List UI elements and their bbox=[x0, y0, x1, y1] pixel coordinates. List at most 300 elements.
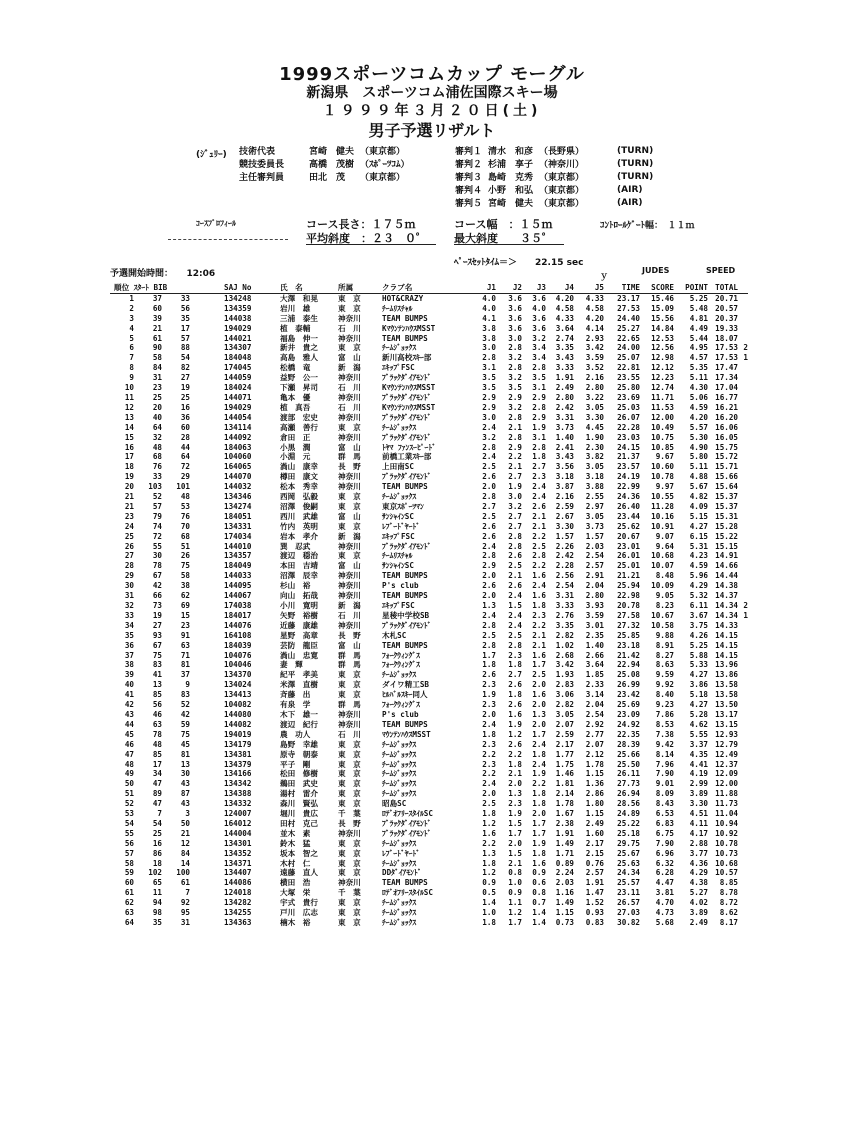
prefecture: 神奈川 bbox=[338, 878, 361, 888]
club: ﾄﾔﾏ ﾌｧﾝｽｰﾋﾟｰﾄﾞ bbox=[382, 442, 436, 452]
rank: 28 bbox=[124, 561, 134, 571]
time: 26.94 bbox=[617, 789, 640, 799]
table-row bbox=[110, 789, 748, 799]
rank: 60 bbox=[124, 878, 134, 888]
athlete-name: 木村 仁 bbox=[280, 858, 311, 868]
judges-score: 10.55 bbox=[651, 492, 674, 502]
prefecture: 東 京 bbox=[338, 690, 361, 700]
rank-start-bib bbox=[110, 413, 220, 423]
tie-mark bbox=[738, 512, 748, 522]
judges-score: 10.09 bbox=[651, 581, 674, 591]
rank: 38 bbox=[124, 660, 134, 670]
saj-no: 144033 bbox=[224, 571, 252, 581]
total: 19.33 bbox=[715, 323, 738, 333]
table-row bbox=[110, 492, 748, 502]
judge-name: 清水 和彦 bbox=[488, 147, 534, 157]
club: ｻﾝｼｬｲﾝSC bbox=[382, 511, 414, 521]
rank: 7 bbox=[129, 353, 134, 363]
saj-no: 134307 bbox=[224, 343, 252, 353]
speed-point: 5.33 bbox=[689, 660, 708, 670]
rank: 55 bbox=[124, 828, 134, 838]
time: 21.37 bbox=[617, 452, 640, 462]
speed-point: 6.15 bbox=[689, 531, 708, 541]
total: 10.68 bbox=[715, 858, 738, 868]
j2: 2.8 bbox=[508, 412, 522, 422]
j4: 3.64 bbox=[555, 323, 574, 333]
j1: 4.1 bbox=[482, 313, 496, 323]
rank-start-bib bbox=[110, 304, 220, 314]
speed-point: 3.67 bbox=[689, 610, 708, 620]
saj-no: 134370 bbox=[224, 670, 252, 680]
rank-start-bib bbox=[110, 740, 220, 750]
speed-point: 4.81 bbox=[689, 313, 708, 323]
judges-score: 10.58 bbox=[651, 620, 674, 630]
time: 28.39 bbox=[617, 739, 640, 749]
j2: 2.1 bbox=[508, 462, 522, 472]
j2: 2.9 bbox=[508, 442, 522, 452]
club: TEAM BUMPS bbox=[382, 571, 428, 581]
j3: 2.0 bbox=[532, 700, 546, 710]
j5: 2.54 bbox=[585, 551, 604, 561]
tie-mark bbox=[738, 482, 748, 492]
j5: 3.88 bbox=[585, 482, 604, 492]
rank: 62 bbox=[124, 898, 134, 908]
athlete-name: 遠藤 直人 bbox=[280, 868, 318, 878]
prefecture: 東 京 bbox=[338, 759, 361, 769]
rank: 1 bbox=[129, 293, 134, 303]
j1: 1.3 bbox=[482, 601, 496, 610]
j4: 1.49 bbox=[555, 898, 574, 908]
time: 23.55 bbox=[617, 373, 640, 383]
total: 20.37 bbox=[715, 313, 738, 323]
tie-mark bbox=[738, 750, 748, 760]
total: 14.38 bbox=[715, 581, 738, 591]
j5: 1.78 bbox=[585, 759, 604, 769]
saj-no: 184063 bbox=[224, 442, 252, 452]
official-role: 主任審判員 bbox=[239, 173, 285, 183]
table-row bbox=[110, 482, 748, 492]
saj-no: 144070 bbox=[224, 472, 252, 482]
j2: 1.8 bbox=[508, 660, 522, 670]
start: 39 bbox=[152, 313, 162, 323]
j3: 2.8 bbox=[532, 402, 546, 412]
j4: 1.81 bbox=[555, 779, 574, 789]
time: 25.07 bbox=[617, 353, 640, 363]
athlete-name: 有泉 学 bbox=[280, 700, 311, 710]
prefecture: 群 馬 bbox=[338, 700, 361, 710]
prefecture: 東 京 bbox=[338, 918, 361, 927]
prefecture: 富 山 bbox=[338, 353, 361, 363]
rank-start-bib bbox=[110, 522, 220, 532]
judges-score-header-1: JUDES bbox=[642, 266, 670, 275]
total: 15.66 bbox=[715, 472, 738, 482]
judges-score: 14.84 bbox=[651, 323, 674, 333]
speed-point: 5.48 bbox=[689, 303, 708, 313]
total: 15.15 bbox=[715, 541, 738, 551]
col-saj: SAJ No bbox=[224, 283, 252, 292]
j3: 3.6 bbox=[532, 293, 546, 303]
time: 25.03 bbox=[617, 402, 640, 412]
saj-no: 144080 bbox=[224, 709, 252, 719]
j1: 3.5 bbox=[482, 383, 496, 393]
j4: 2.59 bbox=[555, 729, 574, 739]
tie-mark bbox=[738, 651, 748, 661]
speed-point: 4.35 bbox=[689, 749, 708, 759]
prefecture: 東 京 bbox=[338, 769, 361, 779]
prefecture: 神奈川 bbox=[338, 571, 361, 581]
bib: 101 bbox=[176, 482, 190, 492]
j3: 2.0 bbox=[532, 809, 546, 819]
col-pref: 所属 bbox=[338, 283, 354, 292]
bib: 36 bbox=[180, 412, 190, 422]
bib: 87 bbox=[180, 789, 190, 799]
j3: 1.4 bbox=[532, 918, 546, 927]
total: 15.64 bbox=[715, 482, 738, 492]
time: 24.40 bbox=[617, 313, 640, 323]
tie-mark bbox=[738, 502, 748, 512]
j1: 2.6 bbox=[482, 670, 496, 680]
bib: 81 bbox=[180, 660, 190, 670]
saj-no: 144021 bbox=[224, 333, 252, 343]
j3: 1.8 bbox=[532, 749, 546, 759]
j2: 1.9 bbox=[508, 482, 522, 492]
prefecture: 富 山 bbox=[338, 561, 361, 571]
rank-start-bib bbox=[110, 452, 220, 462]
judges-score: 9.05 bbox=[655, 591, 674, 601]
tie-mark bbox=[738, 849, 748, 859]
start: 102 bbox=[148, 868, 162, 878]
j4: 2.82 bbox=[555, 630, 574, 640]
judge-org: （東京都） bbox=[539, 173, 585, 183]
rank-start-bib bbox=[110, 314, 220, 324]
judge-row bbox=[452, 144, 656, 157]
course-length: コース長さ：１７５ｍ bbox=[306, 218, 416, 231]
j3: 2.2 bbox=[532, 561, 546, 571]
j1: 2.0 bbox=[482, 709, 496, 719]
j4: 2.14 bbox=[555, 789, 574, 799]
rank: 26 bbox=[124, 541, 134, 551]
rank-start-bib bbox=[110, 779, 220, 789]
tie-mark bbox=[738, 462, 748, 472]
saj-no: 134407 bbox=[224, 868, 252, 878]
start: 21 bbox=[152, 323, 162, 333]
judge-row bbox=[452, 170, 656, 183]
j4: 1.78 bbox=[555, 799, 574, 809]
speed-point: 4.02 bbox=[689, 898, 708, 908]
saj-no: 144071 bbox=[224, 392, 252, 402]
start: 66 bbox=[152, 591, 162, 601]
table-row bbox=[110, 393, 748, 403]
rank: 20 bbox=[124, 482, 134, 492]
document-title: 1999スポーツコムカップ モーグル bbox=[279, 64, 585, 85]
athlete-name: 島野 幸雄 bbox=[280, 739, 318, 749]
time: 22.28 bbox=[617, 422, 640, 432]
bib: 84 bbox=[180, 848, 190, 858]
table-row bbox=[110, 314, 748, 324]
j2: 3.0 bbox=[508, 333, 522, 343]
time: 25.66 bbox=[617, 749, 640, 759]
prefecture: 東 京 bbox=[338, 779, 361, 789]
j3: 1.8 bbox=[532, 848, 546, 858]
j1: 0.5 bbox=[482, 888, 496, 898]
j2: 2.7 bbox=[508, 472, 522, 482]
table-row bbox=[110, 720, 748, 730]
start: 98 bbox=[152, 908, 162, 918]
j5: 1.15 bbox=[585, 809, 604, 819]
j3: 1.3 bbox=[532, 709, 546, 719]
judges-score: 8.91 bbox=[655, 640, 674, 650]
j4: 2.54 bbox=[555, 581, 574, 591]
j3: 3.1 bbox=[532, 383, 546, 393]
j1: 2.8 bbox=[482, 640, 496, 650]
tie-mark bbox=[738, 304, 748, 314]
athlete-name: 下瀬 昇司 bbox=[280, 383, 318, 393]
club: ﾌﾞﾗｯｸﾀﾞｲｱﾓﾝﾄﾞ bbox=[382, 620, 432, 630]
rank: 31 bbox=[124, 591, 134, 601]
time: 26.57 bbox=[617, 898, 640, 908]
judges-score: 8.43 bbox=[655, 799, 674, 809]
j1: 2.3 bbox=[482, 700, 496, 710]
j5: 2.66 bbox=[585, 650, 604, 660]
j1: 3.0 bbox=[482, 412, 496, 422]
j4: 2.68 bbox=[555, 650, 574, 660]
club: ﾛﾃﾞｵﾌﾘｰｽﾀｲﾙSC bbox=[382, 888, 433, 898]
rank-start-bib bbox=[110, 492, 220, 502]
j1: 3.5 bbox=[482, 373, 496, 383]
j4: 4.20 bbox=[555, 293, 574, 303]
rank-start-bib bbox=[110, 849, 220, 859]
rank: 29 bbox=[124, 571, 134, 581]
athlete-name: 渡部 宏史 bbox=[280, 412, 318, 422]
judges-score: 10.07 bbox=[651, 561, 674, 571]
j1: 3.0 bbox=[482, 343, 496, 353]
total: 10.92 bbox=[715, 828, 738, 838]
j2: 2.6 bbox=[508, 551, 522, 561]
club: ﾁｰﾑｼﾞｮｯｸｽ bbox=[382, 858, 417, 868]
athlete-name: 沼澤 俊嗣 bbox=[280, 501, 318, 511]
rank-start-bib bbox=[110, 462, 220, 472]
saj-no: 134413 bbox=[224, 690, 252, 700]
j4: 3.18 bbox=[555, 472, 574, 482]
prefecture: 千 葉 bbox=[338, 809, 361, 819]
start: 13 bbox=[152, 680, 162, 690]
start: 83 bbox=[152, 660, 162, 670]
table-row bbox=[110, 888, 748, 898]
time: 25.50 bbox=[617, 759, 640, 769]
table-row bbox=[110, 462, 748, 472]
j2: 2.1 bbox=[508, 422, 522, 432]
max-slope: 最大斜度 ３５゜ bbox=[454, 232, 553, 245]
table-row bbox=[110, 472, 748, 482]
saj-no: 144054 bbox=[224, 412, 252, 422]
j4: 3.33 bbox=[555, 601, 574, 610]
tie-mark: 2 bbox=[743, 601, 748, 610]
table-row bbox=[110, 433, 748, 443]
athlete-name: 平子 剛 bbox=[280, 759, 311, 769]
start: 18 bbox=[152, 858, 162, 868]
speed-point: 5.32 bbox=[689, 591, 708, 601]
prefecture: 神奈川 bbox=[338, 373, 361, 383]
rank: 45 bbox=[124, 729, 134, 739]
speed-point: 4.62 bbox=[689, 719, 708, 729]
club: 上田南SC bbox=[382, 462, 414, 472]
profile-underline bbox=[168, 239, 288, 240]
rank: 15 bbox=[124, 432, 134, 442]
j1: 2.0 bbox=[482, 482, 496, 492]
course-profile-label: ｺｰｽﾌﾟﾛﾌｨｰﾙ bbox=[196, 219, 236, 228]
prefecture: 東 京 bbox=[338, 749, 361, 759]
speed-point: 3.89 bbox=[689, 908, 708, 918]
tie-mark: 1 bbox=[743, 610, 748, 620]
speed-point: 5.57 bbox=[689, 422, 708, 432]
time: 22.65 bbox=[617, 333, 640, 343]
prefecture: 富 山 bbox=[338, 442, 361, 452]
j1: 1.8 bbox=[482, 809, 496, 819]
judges-score: 4.73 bbox=[655, 908, 674, 918]
j2: 2.0 bbox=[508, 838, 522, 848]
prefecture: 東 京 bbox=[338, 551, 361, 561]
j2: 0.9 bbox=[508, 888, 522, 898]
j5: 3.59 bbox=[585, 610, 604, 620]
j2: 2.3 bbox=[508, 799, 522, 809]
athlete-name: 渡辺 紀行 bbox=[280, 719, 318, 729]
club: ﾁｰﾑｼﾞｮｯｸｽ bbox=[382, 759, 417, 769]
j5: 3.05 bbox=[585, 511, 604, 521]
start: 48 bbox=[152, 442, 162, 452]
judges-score: 11.71 bbox=[651, 392, 674, 402]
speed-point: 5.88 bbox=[689, 650, 708, 660]
j2: 3.6 bbox=[508, 323, 522, 333]
tie-mark bbox=[738, 868, 748, 878]
table-row bbox=[110, 413, 748, 423]
judges-score: 9.23 bbox=[655, 700, 674, 710]
time: 24.36 bbox=[617, 492, 640, 502]
prefecture: 神奈川 bbox=[338, 432, 361, 442]
saj-no: 184049 bbox=[224, 561, 252, 571]
rank-start-bib bbox=[110, 690, 220, 700]
prefecture: 東 京 bbox=[338, 293, 361, 303]
saj-no: 144038 bbox=[224, 313, 252, 323]
tie-mark bbox=[738, 641, 748, 651]
saj-no: 104060 bbox=[224, 452, 252, 462]
table-row bbox=[110, 571, 748, 581]
j1: 1.6 bbox=[482, 828, 496, 838]
col-j3: J3 bbox=[536, 283, 546, 292]
j2: 1.8 bbox=[508, 690, 522, 700]
j5: 2.91 bbox=[585, 571, 604, 581]
time: 23.17 bbox=[617, 293, 640, 303]
athlete-name: 原寺 朝泰 bbox=[280, 749, 318, 759]
judge-row bbox=[452, 157, 656, 170]
speed-point: 4.29 bbox=[689, 581, 708, 591]
saj-no: 144059 bbox=[224, 373, 252, 383]
official-role: 技術代表 bbox=[239, 147, 276, 157]
col-name: 氏 名 bbox=[280, 283, 303, 292]
j5: 1.47 bbox=[585, 888, 604, 898]
rank: 43 bbox=[124, 709, 134, 719]
speed-point: 4.41 bbox=[689, 759, 708, 769]
start: 20 bbox=[152, 402, 162, 412]
max-slope-underline bbox=[454, 244, 564, 245]
bib: 35 bbox=[180, 313, 190, 323]
speed-point: 4.51 bbox=[689, 809, 708, 819]
prefecture: 東 京 bbox=[338, 739, 361, 749]
j1: 3.2 bbox=[482, 432, 496, 442]
club: ﾌﾞﾗｯｸﾀﾞｲｱﾓﾝﾄﾞ bbox=[382, 818, 432, 828]
rank-start-bib bbox=[110, 334, 220, 344]
saj-no: 164012 bbox=[224, 818, 252, 828]
athlete-name: 植 真吾 bbox=[280, 402, 311, 412]
bib: 72 bbox=[180, 462, 190, 472]
tie-mark bbox=[738, 660, 748, 670]
speed-point: 5.11 bbox=[689, 373, 708, 383]
official-name: 田北 茂 bbox=[309, 173, 346, 183]
start: 89 bbox=[152, 789, 162, 799]
j5: 3.73 bbox=[585, 521, 604, 531]
judges-score: 9.88 bbox=[655, 630, 674, 640]
col-speed-point: POINT bbox=[685, 283, 708, 292]
club: ﾁｰﾑｼﾞｮｯｸｽ bbox=[382, 779, 417, 789]
tie-mark bbox=[738, 670, 748, 680]
athlete-name: 紀平 孝美 bbox=[280, 670, 318, 680]
saj-no: 174038 bbox=[224, 601, 252, 610]
speed-point: 6.11 bbox=[689, 601, 708, 610]
results-table bbox=[110, 283, 748, 928]
tie-mark bbox=[738, 888, 748, 898]
j4: 1.93 bbox=[555, 670, 574, 680]
tie-mark bbox=[738, 373, 748, 383]
rank: 64 bbox=[124, 918, 134, 927]
athlete-name: 松本 秀幸 bbox=[280, 482, 318, 492]
club: DDﾀﾞｲｱﾓﾝﾄﾞ bbox=[382, 868, 422, 878]
bib: 17 bbox=[180, 323, 190, 333]
time: 25.62 bbox=[617, 521, 640, 531]
judges-score: 8.63 bbox=[655, 660, 674, 670]
start: 72 bbox=[152, 531, 162, 541]
time: 23.42 bbox=[617, 690, 640, 700]
speed-point: 4.27 bbox=[689, 521, 708, 531]
bib: 33 bbox=[180, 293, 190, 303]
club: KﾏｳﾝﾃﾝﾊｳｽMSST bbox=[382, 402, 436, 412]
club: ﾚﾌﾞｰﾄﾞﾔｰﾄﾞ bbox=[382, 848, 420, 858]
j4: 2.26 bbox=[555, 541, 574, 551]
tie-mark bbox=[738, 551, 748, 561]
rank: 41 bbox=[124, 690, 134, 700]
judges-score: 5.68 bbox=[655, 918, 674, 927]
club: ｻﾝｼｬｲﾝSC bbox=[382, 561, 414, 571]
club: ﾁｰﾑｼﾞｮｯｸｽ bbox=[382, 898, 417, 908]
total: 11.73 bbox=[715, 799, 738, 809]
prefecture: 新 潟 bbox=[338, 601, 361, 610]
officials-table bbox=[236, 144, 413, 183]
total: 17.53 bbox=[715, 353, 738, 363]
rank-start-bib bbox=[110, 472, 220, 482]
prefecture: 神奈川 bbox=[338, 541, 361, 551]
time: 26.99 bbox=[617, 680, 640, 690]
tie-mark bbox=[738, 433, 748, 443]
bib: 43 bbox=[180, 779, 190, 789]
j3: 1.8 bbox=[532, 799, 546, 809]
table-row bbox=[110, 839, 748, 849]
bib: 28 bbox=[180, 432, 190, 442]
j1: 2.5 bbox=[482, 511, 496, 521]
speed-point: 5.67 bbox=[689, 482, 708, 492]
total: 14.91 bbox=[715, 551, 738, 561]
judges-score: 4.47 bbox=[655, 878, 674, 888]
athlete-name: 松橋 竜 bbox=[280, 363, 311, 373]
bib: 12 bbox=[180, 838, 190, 848]
j2: 2.1 bbox=[508, 769, 522, 779]
